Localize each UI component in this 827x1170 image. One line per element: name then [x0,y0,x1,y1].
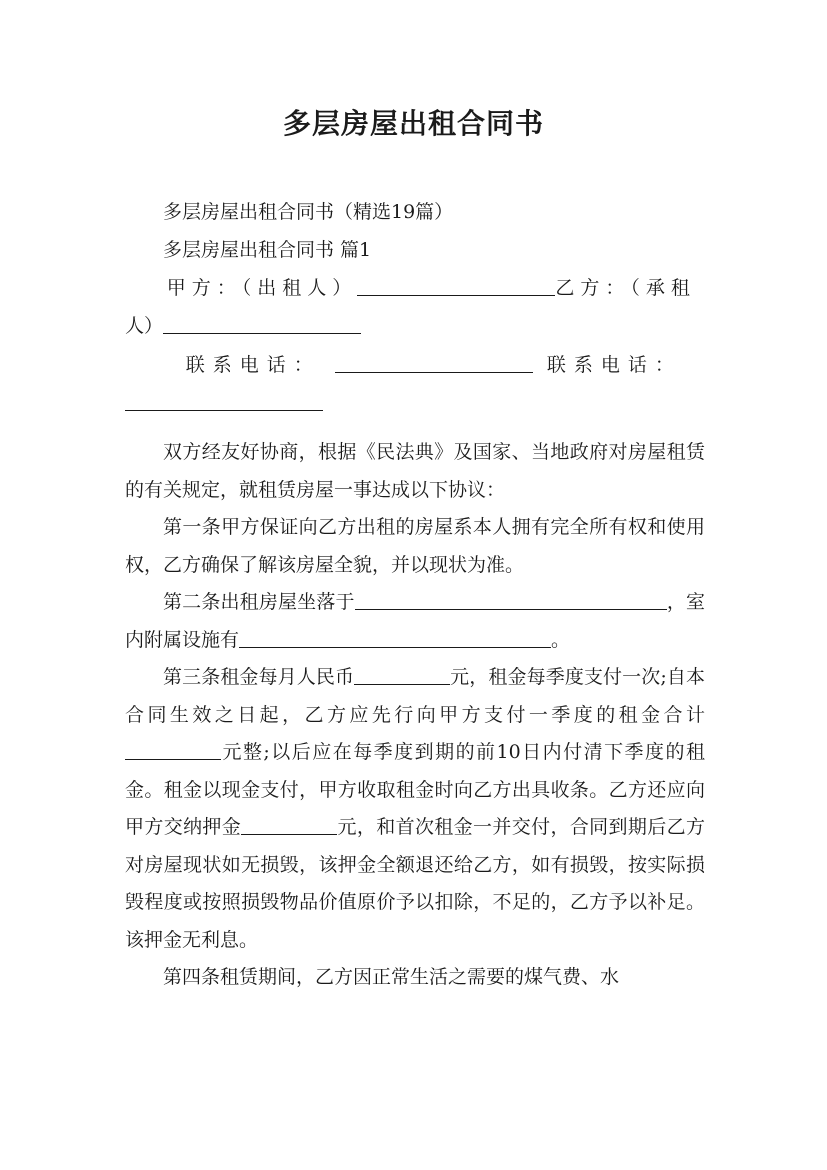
phone-label-a: 联系电话： [185,353,321,376]
phone-b-blank [125,391,323,411]
article-4: 第四条租赁期间，乙方因正常生活之需要的煤气费、水 [163,966,620,988]
monthly-rent-blank [354,665,450,685]
facilities-blank [239,628,551,648]
party-b-blank [163,314,361,334]
phone-line-cont [125,385,705,423]
party-b-label: 乙方：（承租 [555,277,696,299]
party-b-label-cont: 人） [125,315,164,337]
article-2-text-c: 。 [551,628,571,651]
article-2-text-b: ，室内附属设施有 [125,591,705,651]
heading-part: 多层房屋出租合同书 篇1 [163,238,372,261]
phone-line [125,346,705,385]
article-1: 第一条甲方保证向乙方出租的房屋系本人拥有完全所有权和使用权，乙方确保了解该房屋全貌，并以现状为准。 [125,516,705,576]
location-blank [355,590,667,610]
phone-label-b: 联系电话： [546,353,682,376]
article-2-text-a: 第二条出租房屋坐落于 [163,591,355,613]
article-3 [125,659,705,959]
article-3-text-d: 元，和首次租金一并交付，合同到期后乙方对房屋现状如无损毁，该押金全额退还给乙方，如有损毁，按实际损毁程度或按照损毁物品价值原价予以扣除，不足的，乙方予以补足。该押金无利息。 [125,816,705,951]
article-3-text-a: 第三条租金每月人民币 [163,666,355,688]
document-title: 多层房屋出租合同书 [282,107,544,140]
document-body [125,194,705,997]
article-3-text-b: 元，租金每季度支付一次;自本合同生效之日起，乙方应先行向甲方支付一季度的租金合计 [125,666,705,726]
heading-list: 多层房屋出租合同书（精选19篇） [163,201,454,223]
phone-a-blank [335,353,533,373]
article-2 [125,584,705,659]
party-a-label: 甲方：（出租人） [166,277,358,299]
article-3-text-c: 元整;以后应在每季度到期的前10日内付清下季度的租金。租金以现金支付，甲方收取租金时向乙方出具收条。乙方还应向甲方交纳押金 [125,741,705,838]
quarter-rent-blank [125,740,221,760]
party-a-blank [357,276,555,296]
intro-paragraph: 双方经友好协商，根据《民法典》及国家、当地政府对房屋租赁的有关规定，就租赁房屋一事达成以下协议： [125,441,705,501]
deposit-blank [241,815,337,835]
parties-line [125,269,705,308]
parties-line-cont [125,308,705,346]
